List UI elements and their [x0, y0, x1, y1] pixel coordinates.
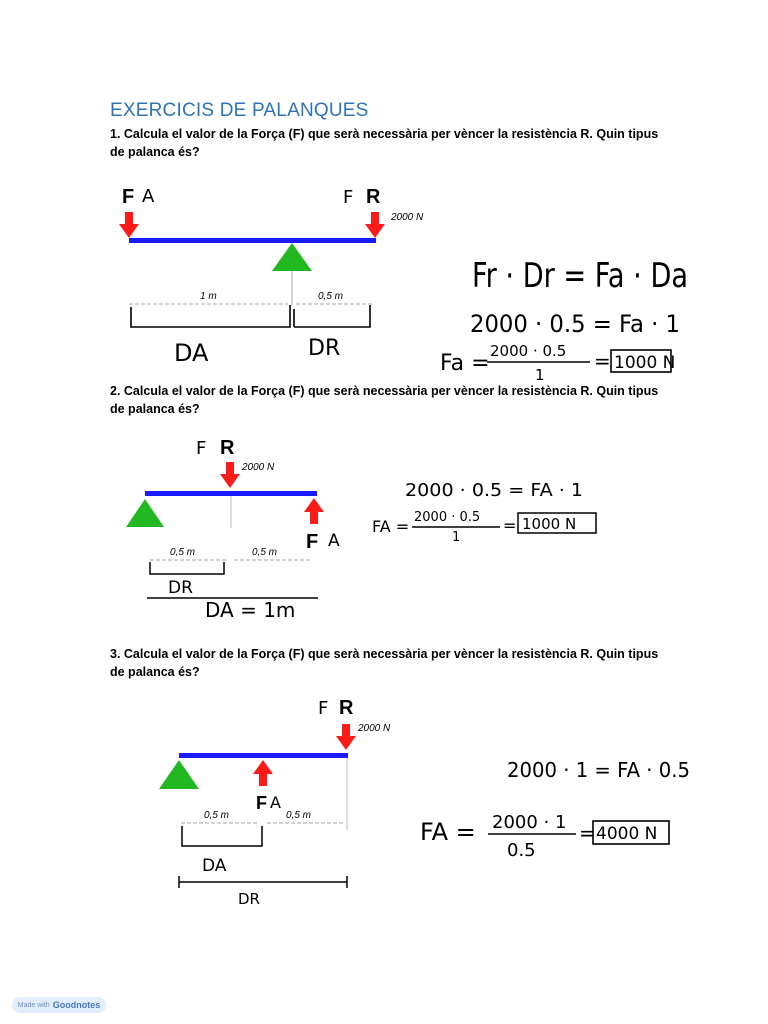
ex2-bracket-DR — [150, 562, 224, 574]
ex1-hand-DA: DA — [174, 339, 209, 367]
ex1-eq3-equals: = — [594, 349, 611, 373]
ex1-dist-left: 1 m — [200, 291, 217, 302]
goodnotes-badge[interactable] — [12, 997, 106, 1013]
ex1-result: 1000 N — [614, 353, 676, 373]
question-3-line1: 3. Calcula el valor de la Força (F) que serà necessària per vèncer la resistència R. Quin tipus — [110, 647, 659, 661]
question-1 — [110, 125, 670, 161]
ex2-eq2-denominator: 1 — [452, 530, 461, 545]
ex1-eq3-lhs: Fa = — [440, 351, 490, 376]
ex3-load-arrow — [336, 724, 356, 750]
ex3-load-value: 2000 N — [358, 723, 391, 734]
question-2 — [110, 382, 670, 418]
ex2-eq2-numerator: 2000 · 0.5 — [414, 510, 481, 525]
ex2-label-R: R — [220, 437, 235, 459]
ex3-result-box — [593, 821, 669, 844]
ex1-equation-2: 2000 · 0.5 = Fa · 1 — [470, 310, 680, 338]
ex1-dist-right: 0,5 m — [318, 291, 344, 302]
question-1-line2: de palanca és? — [110, 145, 200, 159]
ex1-fulcrum — [272, 243, 312, 271]
badge-prefix: Made with — [17, 1001, 50, 1009]
page-title: EXERCICIS DE PALANQUES — [110, 100, 369, 121]
ex1-eq3-numerator: 2000 · 0.5 — [490, 342, 567, 360]
ex1-label-A: A — [142, 186, 155, 207]
badge-brand: Goodnotes — [52, 1000, 101, 1010]
ex3-eq2-equals: = — [579, 821, 596, 845]
ex2-label-A: A — [328, 531, 340, 551]
ex2-hand-DR: DR — [168, 578, 193, 598]
ex3-label-F: F — [318, 698, 329, 719]
ex1-load-value: 2000 N — [391, 212, 424, 223]
ex3-result: 4000 N — [596, 824, 658, 844]
ex2-dist-right: 0,5 m — [252, 547, 278, 558]
ex2-equation-1: 2000 · 0.5 = FA · 1 — [405, 480, 583, 501]
ex1-label-F2: F — [343, 187, 354, 208]
ex3-eq2-numerator: 2000 · 1 — [492, 812, 567, 833]
ex1-result-box — [611, 350, 671, 372]
ex1-label-F: F — [122, 186, 135, 208]
ex1-beam — [129, 238, 376, 243]
ex1-label-R: R — [366, 186, 381, 208]
ex3-dist-right: 0,5 m — [286, 810, 312, 821]
ex2-label-F: F — [196, 438, 207, 459]
ex3-eq2-lhs: FA = — [420, 818, 476, 846]
ex2-dist-left: 0,5 m — [170, 547, 196, 558]
ex1-effort-arrow — [119, 212, 139, 238]
ex1-eq3-denominator: 1 — [535, 366, 545, 384]
ex3-beam — [179, 753, 348, 758]
ex3-dist-left: 0,5 m — [204, 810, 230, 821]
ex3-hand-DR: DR — [238, 890, 260, 908]
ex3-label-A: A — [270, 793, 281, 812]
ex1-hand-DR: DR — [308, 336, 341, 361]
ex2-load-value: 2000 N — [242, 462, 275, 473]
ex2-eq2-lhs: FA = — [372, 517, 410, 536]
ex2-fulcrum — [126, 499, 164, 527]
ex1-equation-1: Fr · Dr = Fa · Da — [472, 256, 688, 296]
ex2-effort-arrow — [304, 498, 324, 524]
question-3-line2: de palanca és? — [110, 665, 200, 679]
ex2-eq2-equals: = — [503, 516, 517, 535]
ex3-fulcrum — [159, 760, 199, 789]
ex1-bracket-DA — [131, 305, 290, 327]
ex3-effort-arrow — [253, 760, 273, 786]
ex3-equation-1: 2000 · 1 = FA · 0.5 — [507, 758, 690, 782]
ex2-result: 1000 N — [522, 515, 577, 533]
ex2-label-F2: F — [306, 531, 319, 553]
ex3-label-F2: F — [256, 793, 267, 813]
ex2-hand-DA: DA = 1m — [205, 598, 296, 622]
ex3-hand-DA: DA — [202, 856, 227, 876]
question-3 — [110, 645, 670, 681]
question-2-line1: 2. Calcula el valor de la Força (F) que serà necessària per vèncer la resistència R. Quin tipus — [110, 384, 659, 398]
ex2-result-box — [518, 513, 596, 533]
question-1-line1: 1. Calcula el valor de la Força (F) que serà necessària per vèncer la resistència R. Quin tipus — [110, 127, 659, 141]
ex3-label-R: R — [339, 697, 354, 719]
ex2-load-arrow — [220, 462, 240, 488]
ex3-eq2-denominator: 0.5 — [507, 840, 536, 861]
ex1-load-arrow — [365, 212, 385, 238]
ex3-bracket-DA — [182, 826, 262, 846]
ex2-beam — [145, 491, 317, 496]
ex1-bracket-DR — [294, 305, 370, 327]
question-2-line2: de palanca és? — [110, 402, 200, 416]
